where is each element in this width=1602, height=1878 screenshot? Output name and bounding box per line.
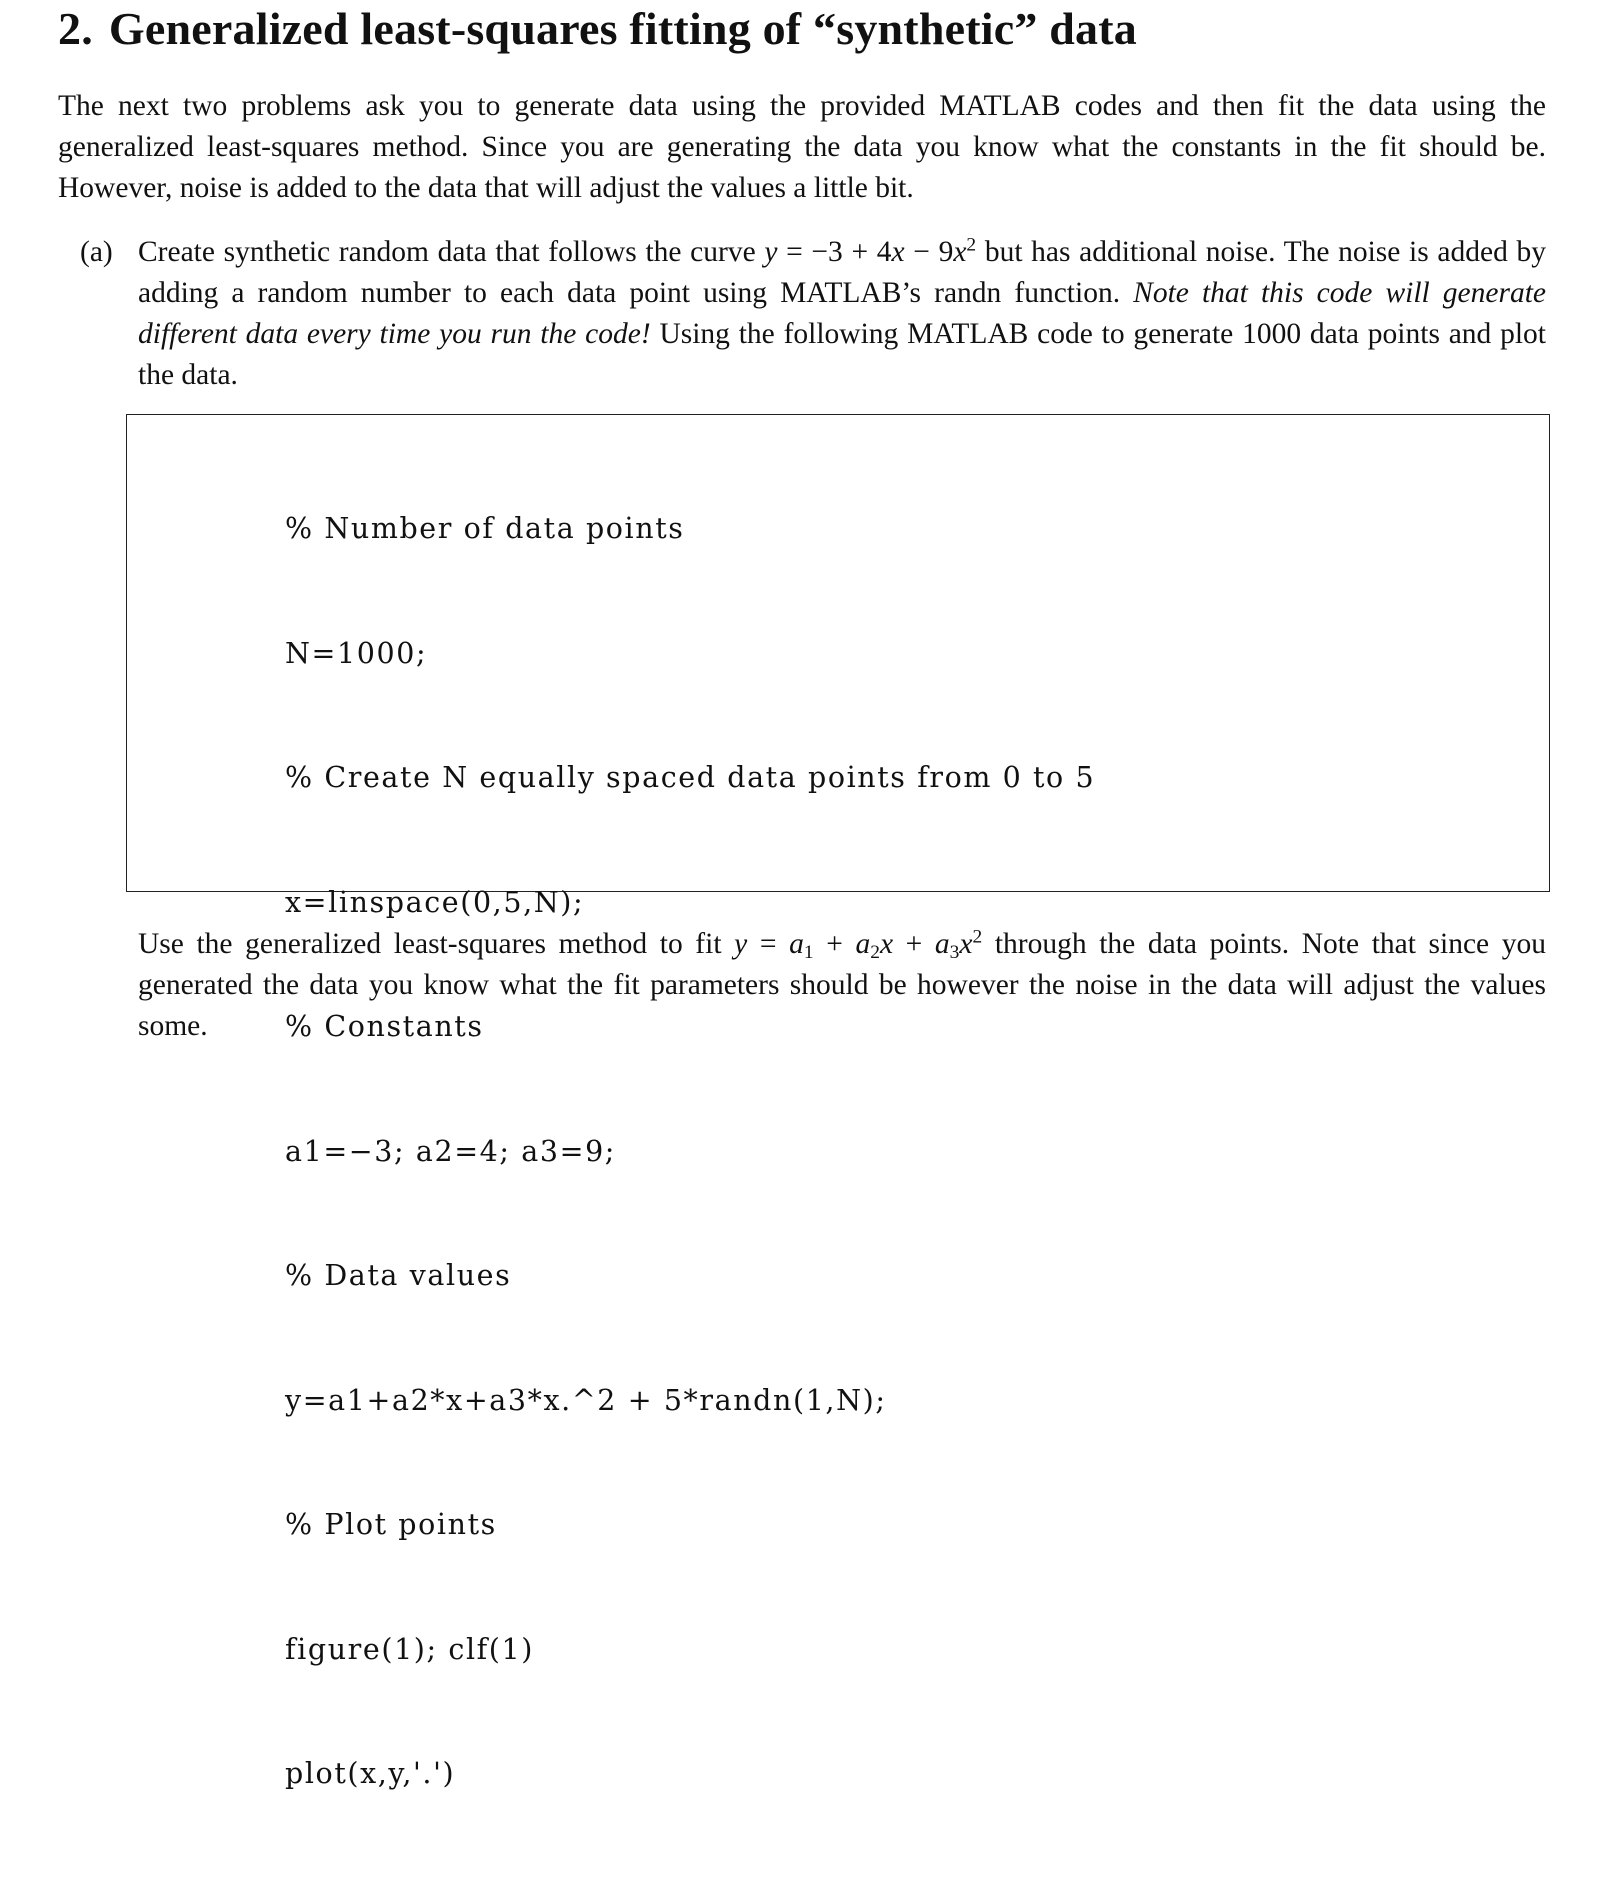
- part-a-text-3: Using the following MATLAB code to generate 1000 data points and plot the data.: [138, 318, 1546, 391]
- outro-paragraph: [138, 924, 1546, 1047]
- fit-a2: a: [855, 928, 871, 960]
- part-a-note: Note that this code will generate different data every time you run the code!: [138, 277, 1547, 350]
- code-line: x=linspace(0,5,N);: [285, 885, 585, 919]
- code-line: % Create N equally spaced data points from 0 to 5: [285, 761, 1096, 794]
- section-heading: [58, 2, 1137, 55]
- code-line: % Constants: [285, 1010, 484, 1043]
- fit-a3: a: [934, 928, 950, 960]
- eq-x: x: [891, 236, 905, 268]
- eq-mid2: − 9: [904, 236, 954, 268]
- fit-exponent: 2: [972, 926, 983, 948]
- eq-x2: x: [953, 236, 967, 268]
- fit-y: y: [734, 928, 748, 960]
- intro-paragraph: The next two problems ask you to generate data using the provided MATLAB codes and then fit the data using the generalized least-squares method. Since you are generating the data you know what the constants in the fit should be. However, noise is added to the data that will adjust the values a little bit.: [58, 90, 1546, 204]
- eq-y: y: [764, 236, 778, 268]
- fit-a1: a: [789, 928, 804, 960]
- fit-x2: x: [959, 928, 973, 960]
- fit-eq: =: [747, 928, 790, 960]
- section-title: Generalized least-squares fitting of “synthetic” data: [108, 3, 1137, 54]
- fit-plus2: +: [893, 928, 935, 960]
- fit-a3-sub: 3: [949, 941, 960, 963]
- part-a-text-1: Create synthetic random data that follows the curve: [138, 236, 765, 268]
- part-a-label: (a): [80, 236, 113, 268]
- code-line: % Number of data points: [285, 512, 685, 545]
- fit-a1-sub: 1: [803, 941, 814, 963]
- code-listing: [285, 425, 1095, 1878]
- eq-exponent: 2: [966, 234, 977, 256]
- fit-a2-sub: 2: [870, 941, 880, 963]
- part-a-item: [80, 232, 1546, 396]
- outro-text-1: Use the generalized least-squares method to fit: [138, 928, 735, 960]
- fit-x1: x: [879, 928, 894, 960]
- code-line: % Data values: [285, 1259, 512, 1292]
- code-line: % Plot points: [285, 1508, 497, 1541]
- part-a-text: [138, 232, 1546, 396]
- code-line: N=1000;: [285, 636, 428, 670]
- part-a-text-2: but has additional noise. The noise is added by adding a random number to each data point using MATLAB’s randn function.: [138, 236, 1546, 309]
- section-number: 2.: [58, 3, 93, 54]
- code-line: figure(1); clf(1): [285, 1632, 534, 1666]
- code-line: a1=−3; a2=4; a3=9;: [285, 1134, 617, 1168]
- fit-plus1: +: [813, 928, 856, 960]
- eq-mid: = −3 + 4: [777, 236, 892, 268]
- code-line: y=a1+a2*x+a3*x.^2 + 5*randn(1,N);: [285, 1383, 887, 1417]
- code-line: plot(x,y,'.'): [285, 1757, 456, 1790]
- outro-text-2: through the data points. Note that since you generated the data you know what the fit parameters should be however the noise in the data will adjust the values some.: [138, 928, 1547, 1042]
